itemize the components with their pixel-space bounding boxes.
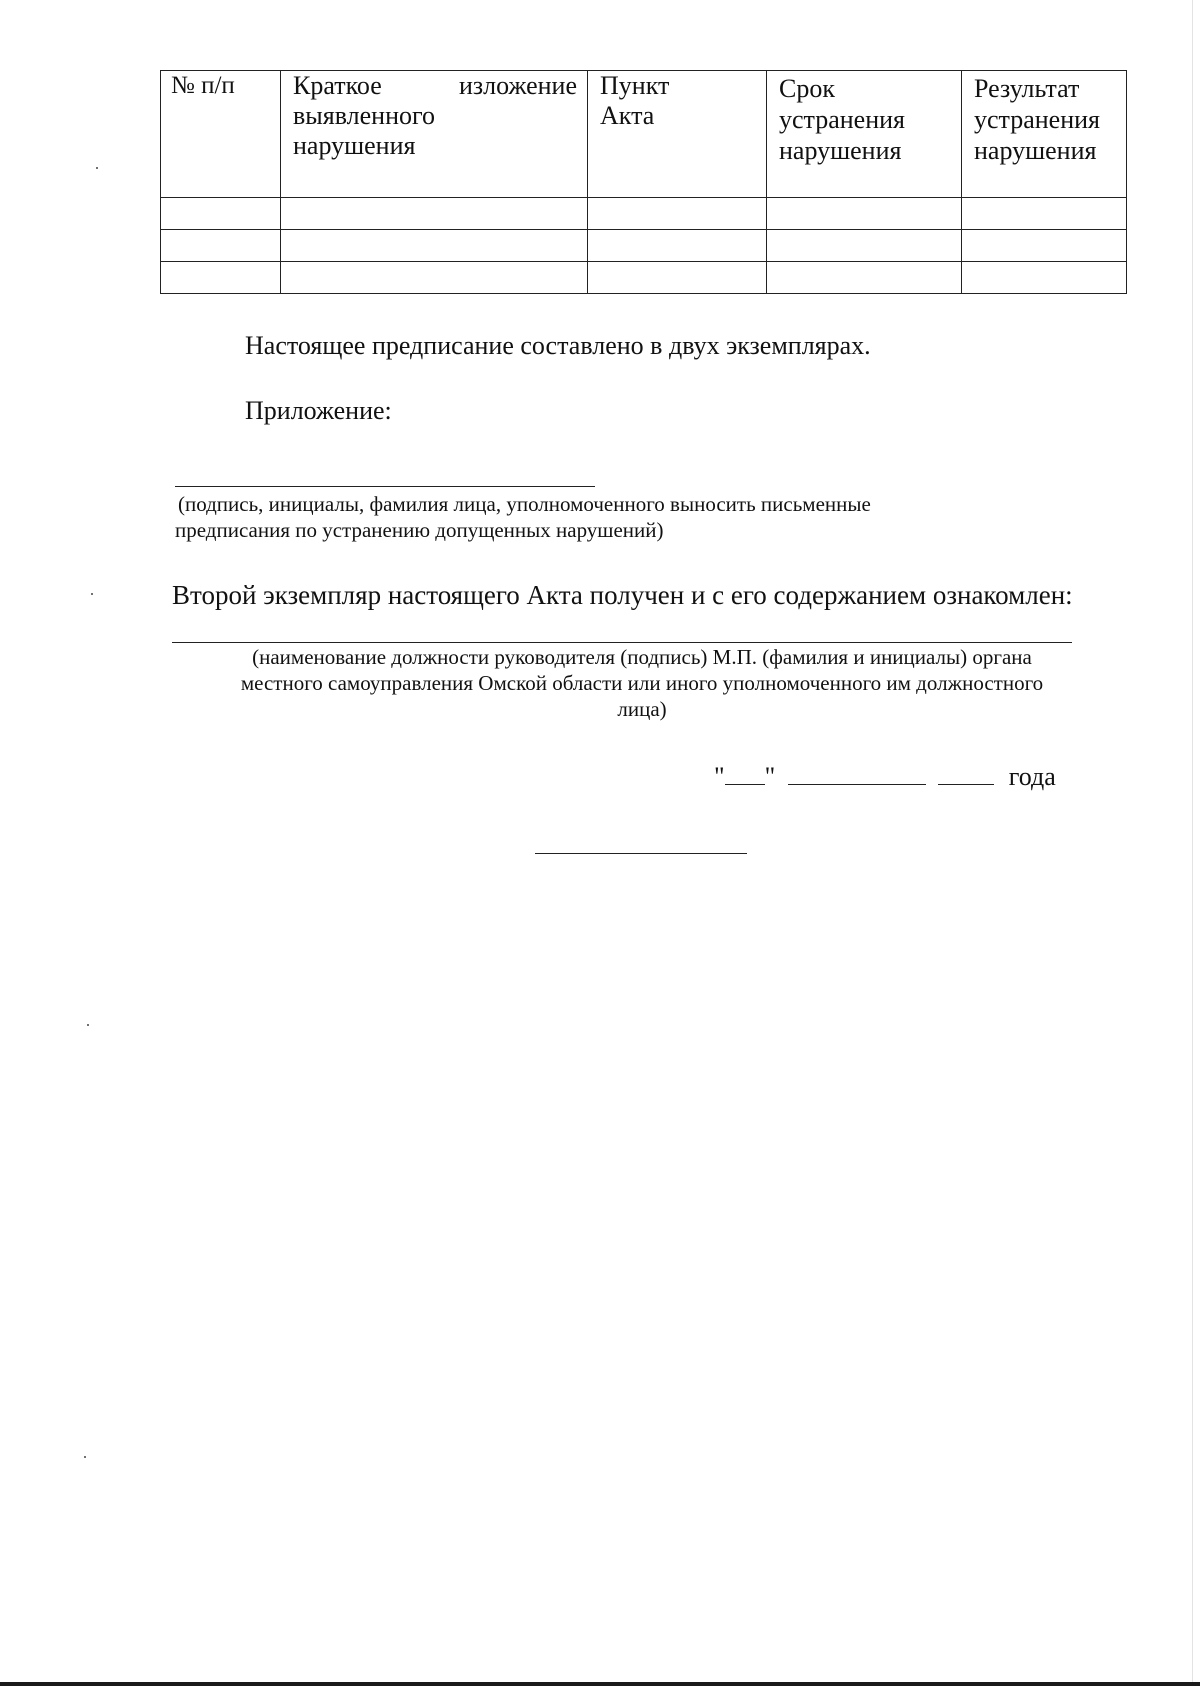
receiver-caption-line-3: лица)	[617, 697, 667, 721]
date-open-quote: "	[714, 762, 725, 791]
header-result-line-2: устранения	[974, 105, 1101, 134]
table-cell	[588, 198, 767, 230]
scan-speck	[91, 593, 93, 595]
header-summary	[281, 71, 588, 198]
attachment-label: Приложение:	[245, 396, 392, 425]
receipt-statement: Второй экземпляр настоящего Акта получен и с его содержанием ознакомлен:	[172, 580, 1073, 610]
table-cell	[588, 262, 767, 294]
receiver-caption-line-1: (наименование должности руководителя (подпись) М.П. (фамилия и инициалы) органа	[252, 645, 1032, 669]
table-cell	[767, 198, 962, 230]
table-cell	[767, 230, 962, 262]
signature-caption	[175, 491, 1078, 543]
scan-bottom-edge	[0, 1682, 1200, 1686]
signature-caption-line-2: предписания по устранению допущенных нарушений)	[175, 518, 664, 542]
table-cell	[281, 262, 588, 294]
header-result	[962, 71, 1127, 198]
header-summary-word-1: Краткое	[293, 71, 382, 100]
date-close-quote: "	[764, 762, 776, 791]
table-cell	[767, 262, 962, 294]
header-deadline-line-2: устранения	[779, 105, 906, 134]
date-line	[714, 760, 1056, 792]
year-word: года	[1008, 762, 1056, 791]
signature-line	[175, 486, 595, 487]
scan-speck	[84, 1456, 86, 1458]
header-deadline-line-3: нарушения	[779, 136, 902, 165]
closing-separator-line	[535, 853, 747, 854]
header-summary-word-2: изложение	[458, 71, 577, 100]
receiver-caption	[172, 644, 1112, 722]
header-summary-line-3: нарушения	[293, 131, 416, 160]
table-cell	[962, 230, 1127, 262]
header-clause	[588, 71, 767, 198]
header-result-line-1: Результат	[974, 74, 1080, 103]
header-clause-line-2: Акта	[600, 101, 655, 130]
day-blank[interactable]	[725, 760, 765, 785]
header-number	[161, 71, 281, 198]
copies-statement: Настоящее предписание составлено в двух экземплярах.	[245, 331, 871, 360]
table-cell	[161, 262, 281, 294]
receiver-caption-line-2: местного самоуправления Омской области или иного уполномоченного им должностного	[240, 671, 1044, 695]
violations-table	[160, 70, 1127, 294]
scan-speck	[87, 1024, 89, 1026]
header-clause-line-1: Пункт	[600, 71, 670, 100]
table-row	[161, 230, 1127, 262]
signature-caption-line-1: (подпись, инициалы, фамилия лица, уполномоченного выносить письменные	[178, 492, 871, 516]
year-blank[interactable]	[938, 760, 994, 785]
header-deadline-line-1: Срок	[779, 74, 835, 103]
header-number-label: № п/п	[171, 72, 235, 99]
table-cell	[962, 198, 1127, 230]
table-cell	[281, 230, 588, 262]
table-cell	[281, 198, 588, 230]
table-cell	[962, 262, 1127, 294]
scan-right-edge	[1192, 0, 1193, 1686]
table-row	[161, 262, 1127, 294]
table-cell	[161, 230, 281, 262]
table-cell	[588, 230, 767, 262]
table-row	[161, 198, 1127, 230]
header-summary-line-2: выявленного	[293, 101, 435, 130]
header-deadline	[767, 71, 962, 198]
receiver-signature-line	[172, 642, 1072, 643]
header-result-line-3: нарушения	[974, 136, 1097, 165]
table-header-row	[161, 71, 1127, 198]
month-blank[interactable]	[788, 760, 926, 785]
scan-speck	[96, 167, 98, 169]
table-cell	[161, 198, 281, 230]
